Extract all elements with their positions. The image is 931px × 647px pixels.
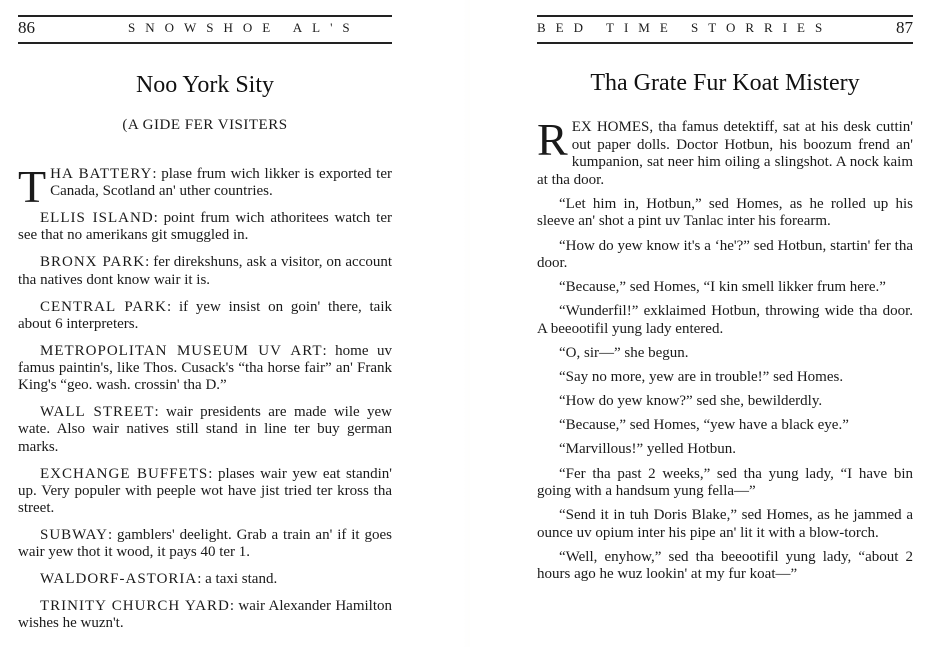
entry-term: SUBWAY bbox=[40, 527, 108, 544]
paragraph bbox=[18, 571, 392, 588]
entry-text: : wair Alexander Hamilton wishes he wuzn't. bbox=[18, 598, 392, 632]
entry-text: : if yew insist on goin' there, taik about 6 interpreters. bbox=[18, 298, 392, 332]
entry-text: : home uv famus paintin's, like Thos. Cusack's “tha horse fair” an' Frank King's “geo. wash. crossin' tha D.” bbox=[18, 342, 392, 394]
paragraph bbox=[18, 210, 392, 244]
entry-text: : plases wair yew eat standin' up. Very populer with peeple wot have jist tried ter kross tha street. bbox=[18, 465, 393, 517]
chapter-title: Noo York Sity bbox=[135, 72, 275, 98]
chapter-title: Tha Grate Fur Koat Mistery bbox=[590, 70, 860, 96]
paragraph bbox=[18, 161, 392, 212]
paragraph: “Well, enyhow,” sed tha beeootifil yung lady, “about 2 hours ago he wuz lookin' at my fur koat—” bbox=[537, 548, 913, 583]
paragraph: “O, sir—” she begun. bbox=[559, 345, 689, 362]
paragraph bbox=[18, 466, 392, 518]
paragraph bbox=[18, 598, 392, 632]
entry-text: : gamblers' deelight. Grab a train an' if it goes wair yew thot it wood, it pays 40 ter 1. bbox=[18, 527, 392, 561]
paragraph bbox=[18, 527, 392, 561]
page-header bbox=[537, 15, 913, 44]
entry-term: WALL STREET bbox=[40, 404, 155, 421]
entry-term: EXCHANGE BUFFETS bbox=[40, 465, 209, 482]
page-body bbox=[18, 161, 393, 642]
paragraph bbox=[18, 343, 392, 395]
entry-term: ELLIS ISLAND bbox=[40, 210, 154, 227]
entry-text: : fer direkshuns, ask a visitor, on account tha natives dont know wair it is. bbox=[18, 254, 392, 288]
paragraph: “Fer tha past 2 weeks,” sed tha yung lady, “I have bin going with a handsum yung fella—” bbox=[537, 465, 913, 500]
paragraph: “Because,” sed Homes, “yew have a black eye.” bbox=[559, 417, 849, 434]
paragraph bbox=[537, 114, 913, 189]
paragraph: “How do yew know?” sed she, bewilderdly. bbox=[559, 393, 823, 410]
page-body bbox=[537, 114, 913, 591]
paragraph: “Because,” sed Homes, “I kin smell likker frum here.” bbox=[559, 279, 886, 296]
page-number: 86 bbox=[18, 18, 35, 37]
entry-term: HA BATTERY bbox=[50, 166, 153, 182]
paragraph bbox=[18, 299, 392, 333]
entry-term: BRONX PARK bbox=[40, 254, 146, 271]
page-header bbox=[18, 15, 392, 44]
drop-cap: R bbox=[537, 114, 568, 165]
paragraph: “Wunderfil!” exklaimed Hotbun, throwing wide tha door. A beeootifil yung lady entered. bbox=[537, 303, 913, 337]
paragraph: “Let him in, Hotbun,” sed Homes, as he rolled up his sleeve an' shot a pint uv Tanlac inter his forearm. bbox=[537, 195, 913, 230]
page-number: 87 bbox=[896, 18, 913, 37]
paragraph bbox=[18, 254, 392, 288]
entry-text: : a taxi stand. bbox=[197, 571, 278, 588]
entry-text: : point frum wich athoritees watch ter see that no amerikans git smuggled in. bbox=[18, 210, 392, 244]
entry-text: : plase frum wich likker is exported ter Canada, Scotland an' uther countries. bbox=[50, 166, 392, 200]
entry-term: CENTRAL PARK bbox=[40, 298, 168, 315]
chapter-subtitle: (A GIDE FER VISITERS bbox=[122, 117, 288, 133]
entry-text: : wair presidents are made wile yew wate. Also wair natives still stand in line ter buy german marks. bbox=[18, 404, 393, 455]
paragraph: “Send it in tuh Doris Blake,” sed Homes, as he jammed a ounce uv opium inter his pipe an' lit it with a blow-torch. bbox=[537, 507, 913, 541]
paragraph bbox=[18, 404, 392, 456]
paragraph: “How do yew know it's a ‘he'?” sed Hotbun, startin' fer tha door. bbox=[537, 237, 913, 272]
entry-term: TRINITY CHURCH YARD bbox=[40, 598, 230, 615]
drop-cap: T bbox=[18, 161, 47, 212]
paragraph: “Say no more, yew are in trouble!” sed Homes. bbox=[559, 369, 844, 386]
running-head: SNOWSHOE AL'S bbox=[128, 20, 360, 35]
right-page bbox=[470, 0, 931, 647]
entry-term: METROPOLITAN MUSEUM UV ART bbox=[40, 342, 323, 359]
running-head: BED TIME STORRIES bbox=[537, 20, 833, 35]
entry-term: WALDORF-ASTORIA bbox=[40, 571, 198, 588]
paragraph-text: EX HOMES, tha famus detektiff, sat at his desk cuttin' out paper dolls. Doctor Hotbun, his boozum frend an' kumpanion, sat neer him oiling a slingshot. A nock kaim at tha door. bbox=[537, 119, 913, 188]
paragraph: “Marvillous!” yelled Hotbun. bbox=[559, 441, 737, 458]
